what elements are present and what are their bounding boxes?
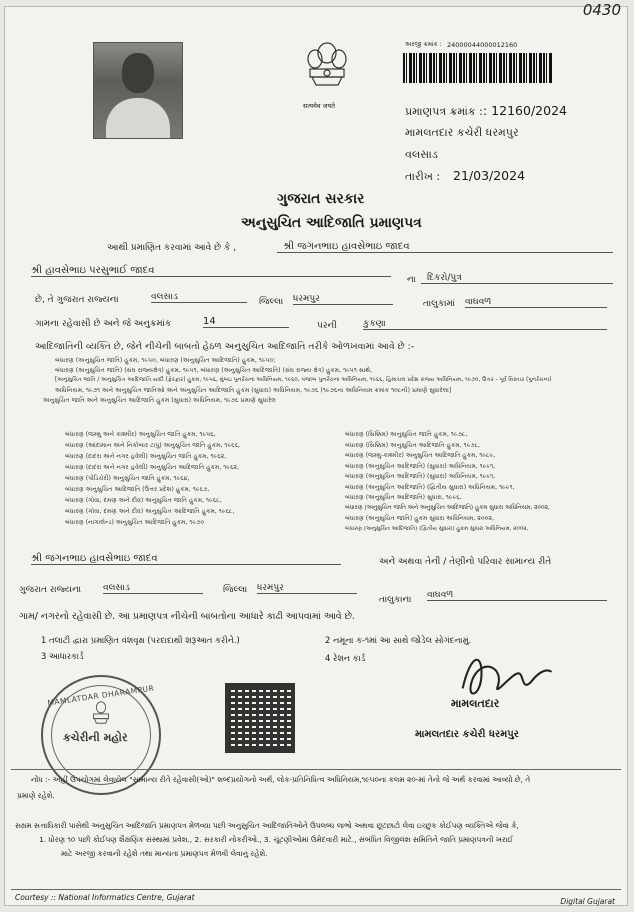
cert-no-label: પ્રમાણપત્ર ક્રમાંક : — [405, 105, 483, 118]
doc-item: 4 રેશન કાર્ડ — [325, 653, 366, 663]
jilla: ધરમપુર — [293, 294, 393, 305]
order-left-item: બંધારણ (ગોવા, દમણ અને દીવ) અનુસુચિત જાતિ હુકમ, ૧૯૬૮, — [65, 497, 222, 504]
order-line: અનુસુચિત જાતિ અને અનુસુચિત આદિજાતિ હુકમ (સુધારા) અધિનિયમ, ૧૯૭૬ પ્રમાણે સુધારેલ — [43, 397, 276, 404]
district: વલસાડ — [151, 292, 247, 303]
orders-right — [345, 431, 550, 536]
district-2: વલસાડ — [103, 583, 203, 594]
footer-divider — [11, 889, 621, 890]
order-left-item: બંધારણ અનુસુચિત આદિજાતિ (ઉત્તર પ્રદેશ) હુકમ, ૧૯૬૭, — [65, 486, 210, 493]
issue-date: 21/03/2024 — [453, 168, 526, 183]
auth-line-1: સક્ષમ સત્તાધિકારી પાસેથી અનુસુચિત આદિજાતિ પ્રમાણપત્ર મેળવ્યા પછી અનુસુચિત આદિજાતિઓને ઉપલબ્ધ લાભો અથવા છૂટછાટો લેવા ઇચ્છુક કોઈપણ વ્યક્તિએ જેવા કે, — [15, 821, 519, 830]
order-line: બંધારણ (અનુસુચિત જાતિ) હુકમ, ૧૯૫૦, બંધારણ (અનુસુચિત આદિજાતિ) હુકમ, ૧૯૫૦; — [55, 357, 276, 364]
issuing-office: મામલતદાર કચેરી ધરમપુર — [405, 126, 519, 139]
taluka-2: વાઘવળ — [427, 590, 607, 601]
auth-line-3: માટે અરજી કરવાની રહેશે તથા માન્યતા પ્રમાણપત્ર મેળવી લેવાનું રહેશે. — [61, 849, 268, 858]
jilla-label: જિલ્લા — [259, 297, 284, 307]
designation: મામલતદાર — [451, 697, 500, 710]
national-emblem-icon — [298, 37, 356, 107]
taluka-label-2: તાલુકાના — [379, 595, 412, 605]
order-left-item: બંધારણ (નાગાલેન્ડ) અનુસુચિત આદિજાતિ હુકમ, ૧૯૭૦ — [65, 519, 205, 526]
father-name: શ્રી હાવસેભાઇ પરસુભાઈ જાદવ — [31, 265, 391, 277]
pairing-label: પરની — [317, 321, 337, 331]
district-top: વલસાડ — [405, 148, 438, 161]
corner-number: 0430 — [582, 1, 621, 19]
order-left-item: બંધારણ (જમ્મુ અને કાશ્મીર) અનુસુચિત જાતિ હુકમ, ૧૯૫૬, — [65, 431, 216, 438]
jilla-2: ધરમપુર — [257, 583, 357, 594]
relation: દિકરો/પુત્ર — [421, 273, 613, 284]
cert-title: અનુસુચિત આદિજાતિ પ્રમાણપત્ર — [241, 215, 422, 231]
of-label: ના — [407, 275, 416, 285]
emblem-motto: सत्यमेव जयते — [303, 102, 335, 110]
taluka-label: તાલુકામાં — [423, 299, 456, 309]
order-right-item: બંધારણ (અનુસુચિત જાતિ અને અનુસુચિત આદિજાતિ) હુકમ સુધારા અધિનિયમ, ૨૦૦૨, — [345, 504, 550, 511]
order-right-item: બંધારણ (સિક્કિમ) અનુસુચિત આદિજાતિ હુકમ, ૧૯૭૮, — [345, 441, 481, 449]
order-left-item: બંધારણ (દાદરા અને નગર હવેલી) અનુસુચિત આદિજાતિ હુકમ, ૧૯૬૨, — [65, 464, 240, 471]
village-line: ગામના રહેવાસી છે અને જે અનુક્રમાંક — [35, 319, 172, 329]
doc-item: 3 આધારકાર્ડ — [41, 651, 84, 661]
stamp-inner-text: કચેરીની મહોર — [63, 731, 128, 744]
order-right-item: બંધારણ (સિક્કિમ) અનુસુચિત જાતિ હુકમ, ૧૯૭૮, — [345, 431, 468, 438]
tribe: કુકણા — [363, 319, 607, 330]
serial-number: 14 — [203, 316, 289, 328]
order-left-item: બંધારણ (ગોવા, દમણ અને દીવ) અનુસુચિત આદિજાતિ હુકમ, ૧૯૬૮, — [65, 508, 235, 515]
certificate-page — [4, 1, 628, 906]
application-label: અરજી ક્રમાંક : — [405, 41, 442, 48]
order-right-item: બંધારણ (જમ્મુ-કાશ્મીર) અનુસુચિત આદિજાતિ હુકમ, ૧૯૮૯, — [345, 452, 496, 459]
jilla-label-2: જિલ્લા — [223, 585, 248, 595]
application-barcode — [403, 53, 553, 83]
order-right-item: બંધારણ (અનુસુચિત આદિજાતિ) સુધારા, ૧૯૯૬, — [345, 494, 462, 501]
orders-block — [43, 357, 620, 407]
note-divider — [11, 769, 621, 770]
application-number: 24000044000012160 — [447, 41, 518, 49]
gov-title: ગુજરાત સરકાર — [277, 191, 365, 207]
certify-line: આથી પ્રમાણિત કરવામાં આવે છે કે , — [107, 243, 236, 253]
qr-code — [225, 683, 295, 753]
order-right-item: બંધારણ (અનુસુચિત જાતિ) હુકમ સુધારા અધિનિયમ, ૨૦૦૨, — [345, 515, 494, 522]
auth-line-2: 1. ધોરણ ૧૦ પછી કોઈપણ શૈક્ષણિક સંસ્થામાં પ્રવેશ., 2. સરકારી નોકરીઓ., 3. ચૂંટણીઓમાં ઉમેદવારી માટે., સંબંધિત વિજીલંશ સમિતિને જાતિ પ્રમાણપત્રની ખરાઈ — [39, 835, 514, 844]
order-line: બંધારણ (અનુસુચિત જાતિ) (સંઘ રાજ્યક્ષેત્ર) હુકમ, ૧૯૫૧, બંધારણ (અનુસુચિત આદિજાતિ) (સંઘ રાજ્ય ક્ષેત્ર) હુકમ, ૧૯૫૧ સાથે, — [55, 367, 373, 374]
state-line-b: ગુજરાત રાજ્યના — [19, 585, 82, 595]
footer-digital-gujarat: Digital Gujarat — [560, 897, 615, 906]
order-right-item: બંધારણ (અનુસુચિત આદિજાતિ) (સુધારા) અધિનિયમ, ૧૯૯૧, — [345, 462, 496, 470]
order-right-item: બંધારણ (અનુસુચિત આદિજાતિ) (દ્વિતીય સુધારા) હુકમ સુધારા અધિનિયમ, ૨૦૦૨, — [345, 525, 529, 532]
doc-item: 1 તલાટી દ્વારા પ્રમાણિત વંશવૃક્ષ (પરદાદાથી શરૂઆત કરીને.) — [41, 635, 240, 645]
note-line-2: પ્રમાણે રહેશે. — [17, 791, 55, 800]
orders-left — [65, 431, 240, 530]
footer-courtesy: Courtesy :: National Informatics Centre, Gujarat — [15, 893, 195, 902]
order-line: અધિનિયમ, ૧૯૭૧ અને અનુસુચિત જાતિઓ અને અનુસુચિત આદિજાતિ હુકમ (સુધારા) અધિનિયમ, ૧૯૭૬ (૧૯૭૬ના અધિનિયમ ક્રમાંક ૧૦૮ની) પ્રમાણે સુધારેલા] — [55, 387, 452, 394]
person-name-2: શ્રી જગનભાઇ હાવસેભાઇ જાદવ — [31, 553, 341, 565]
order-right-item: બંધારણ (અનુસુચિત આદિજાતિ) (દ્વિતીય સુધારા) અધિનિયમ, ૧૯૯૧, — [345, 483, 515, 491]
order-right-item: બંધારણ (અનુસુચિત આદિજાતિ) (સુધારા) અધિનિયમ, ૧૯૯૧, — [345, 473, 496, 480]
applicant-photo — [93, 42, 183, 139]
order-left-item: બંધારણ (પોંડિચેરી) અનુસુચિત જાતિ હુકમ, ૧૯૬૪, — [65, 475, 190, 482]
family-line: અને અથવા તેની / તેણીનો પરિવાર સામાન્ય રીતે — [379, 557, 552, 567]
signatory-office: મામલતદાર કચેરી ધરમપુર — [415, 729, 519, 740]
stamp-emblem-icon — [87, 699, 115, 727]
order-line: [અનુસુચિત જાતિ / અનુસુચિત આદિજાતિ યાદી (ફેરફાર) હુકમ, ૧૯૫૬, મુંબઇ પુનર્રચના અધિનિયમ, ૧૯૬૦, પંજાબ પુનર્રચના અધિનિયમ, ૧૯૬૬, હિમાચલ પ્રદેશ રાજ્ય અધિનિયમ, ૧૯૭૦, ઉત્તર - પૂર્વ વિસ્તાર (પુનર્રચના) — [55, 377, 552, 383]
person-name: શ્રી જગનભાઇ હાવસેભાઇ જાદવ — [277, 241, 613, 253]
stamp-outer-text: MAMLATDAR DHARAMPUR — [46, 683, 155, 708]
village-line-2: ગામ/ નગરનો રહેવાસી છે. આ પ્રમાણપત્ર નીચેની બાબતોના આધારે કાઢી આપવામાં આવે છે. — [19, 611, 355, 622]
cert-number: : 12160/2024 — [483, 103, 567, 118]
tribe-statement: આદિજાતિની વ્યક્તિ છે, જેને નીચેની બાબતો હેઠળ અનુસુચિત આદિજાતિ તરીકે ઓળખવામાં આવે છે :- — [35, 341, 415, 352]
note-line-1: નોંધ :- અહીં ઉપયોગમાં લેવાયેલ "સામાન્ય રીતે રહેવાસી(ઓ)" શબ્દપ્રયોગનો અર્થ, લોક-પ્રતિનિધિત્વ અધિનિયમ,૧૯૫૦ના કલમ ૨૦-માં તેનો જે અર્થ કરવામાં આવ્યો છે, તે — [31, 775, 531, 784]
order-left-item: બંધારણ (આંદામાન અને નિકોબાર ટાપુ) અનુસુચિત જાતિ હુકમ, ૧૯૬૬, — [65, 442, 241, 449]
order-left-item: બંધારણ (દાદરા અને નગર હવેલી) અનુસુચિત જાતિ હુકમ, ૧૯૬૨, — [65, 453, 227, 460]
taluka: વાઘવળ — [465, 297, 607, 308]
doc-item: 2 નમૂના ક-૧માં આ સાથે જોડેલ સોગંદનામું. — [325, 635, 472, 645]
date-label: તારીખ : — [405, 170, 441, 183]
state-line-a: છે, તે ગુજરાત રાજ્યના — [35, 295, 119, 305]
